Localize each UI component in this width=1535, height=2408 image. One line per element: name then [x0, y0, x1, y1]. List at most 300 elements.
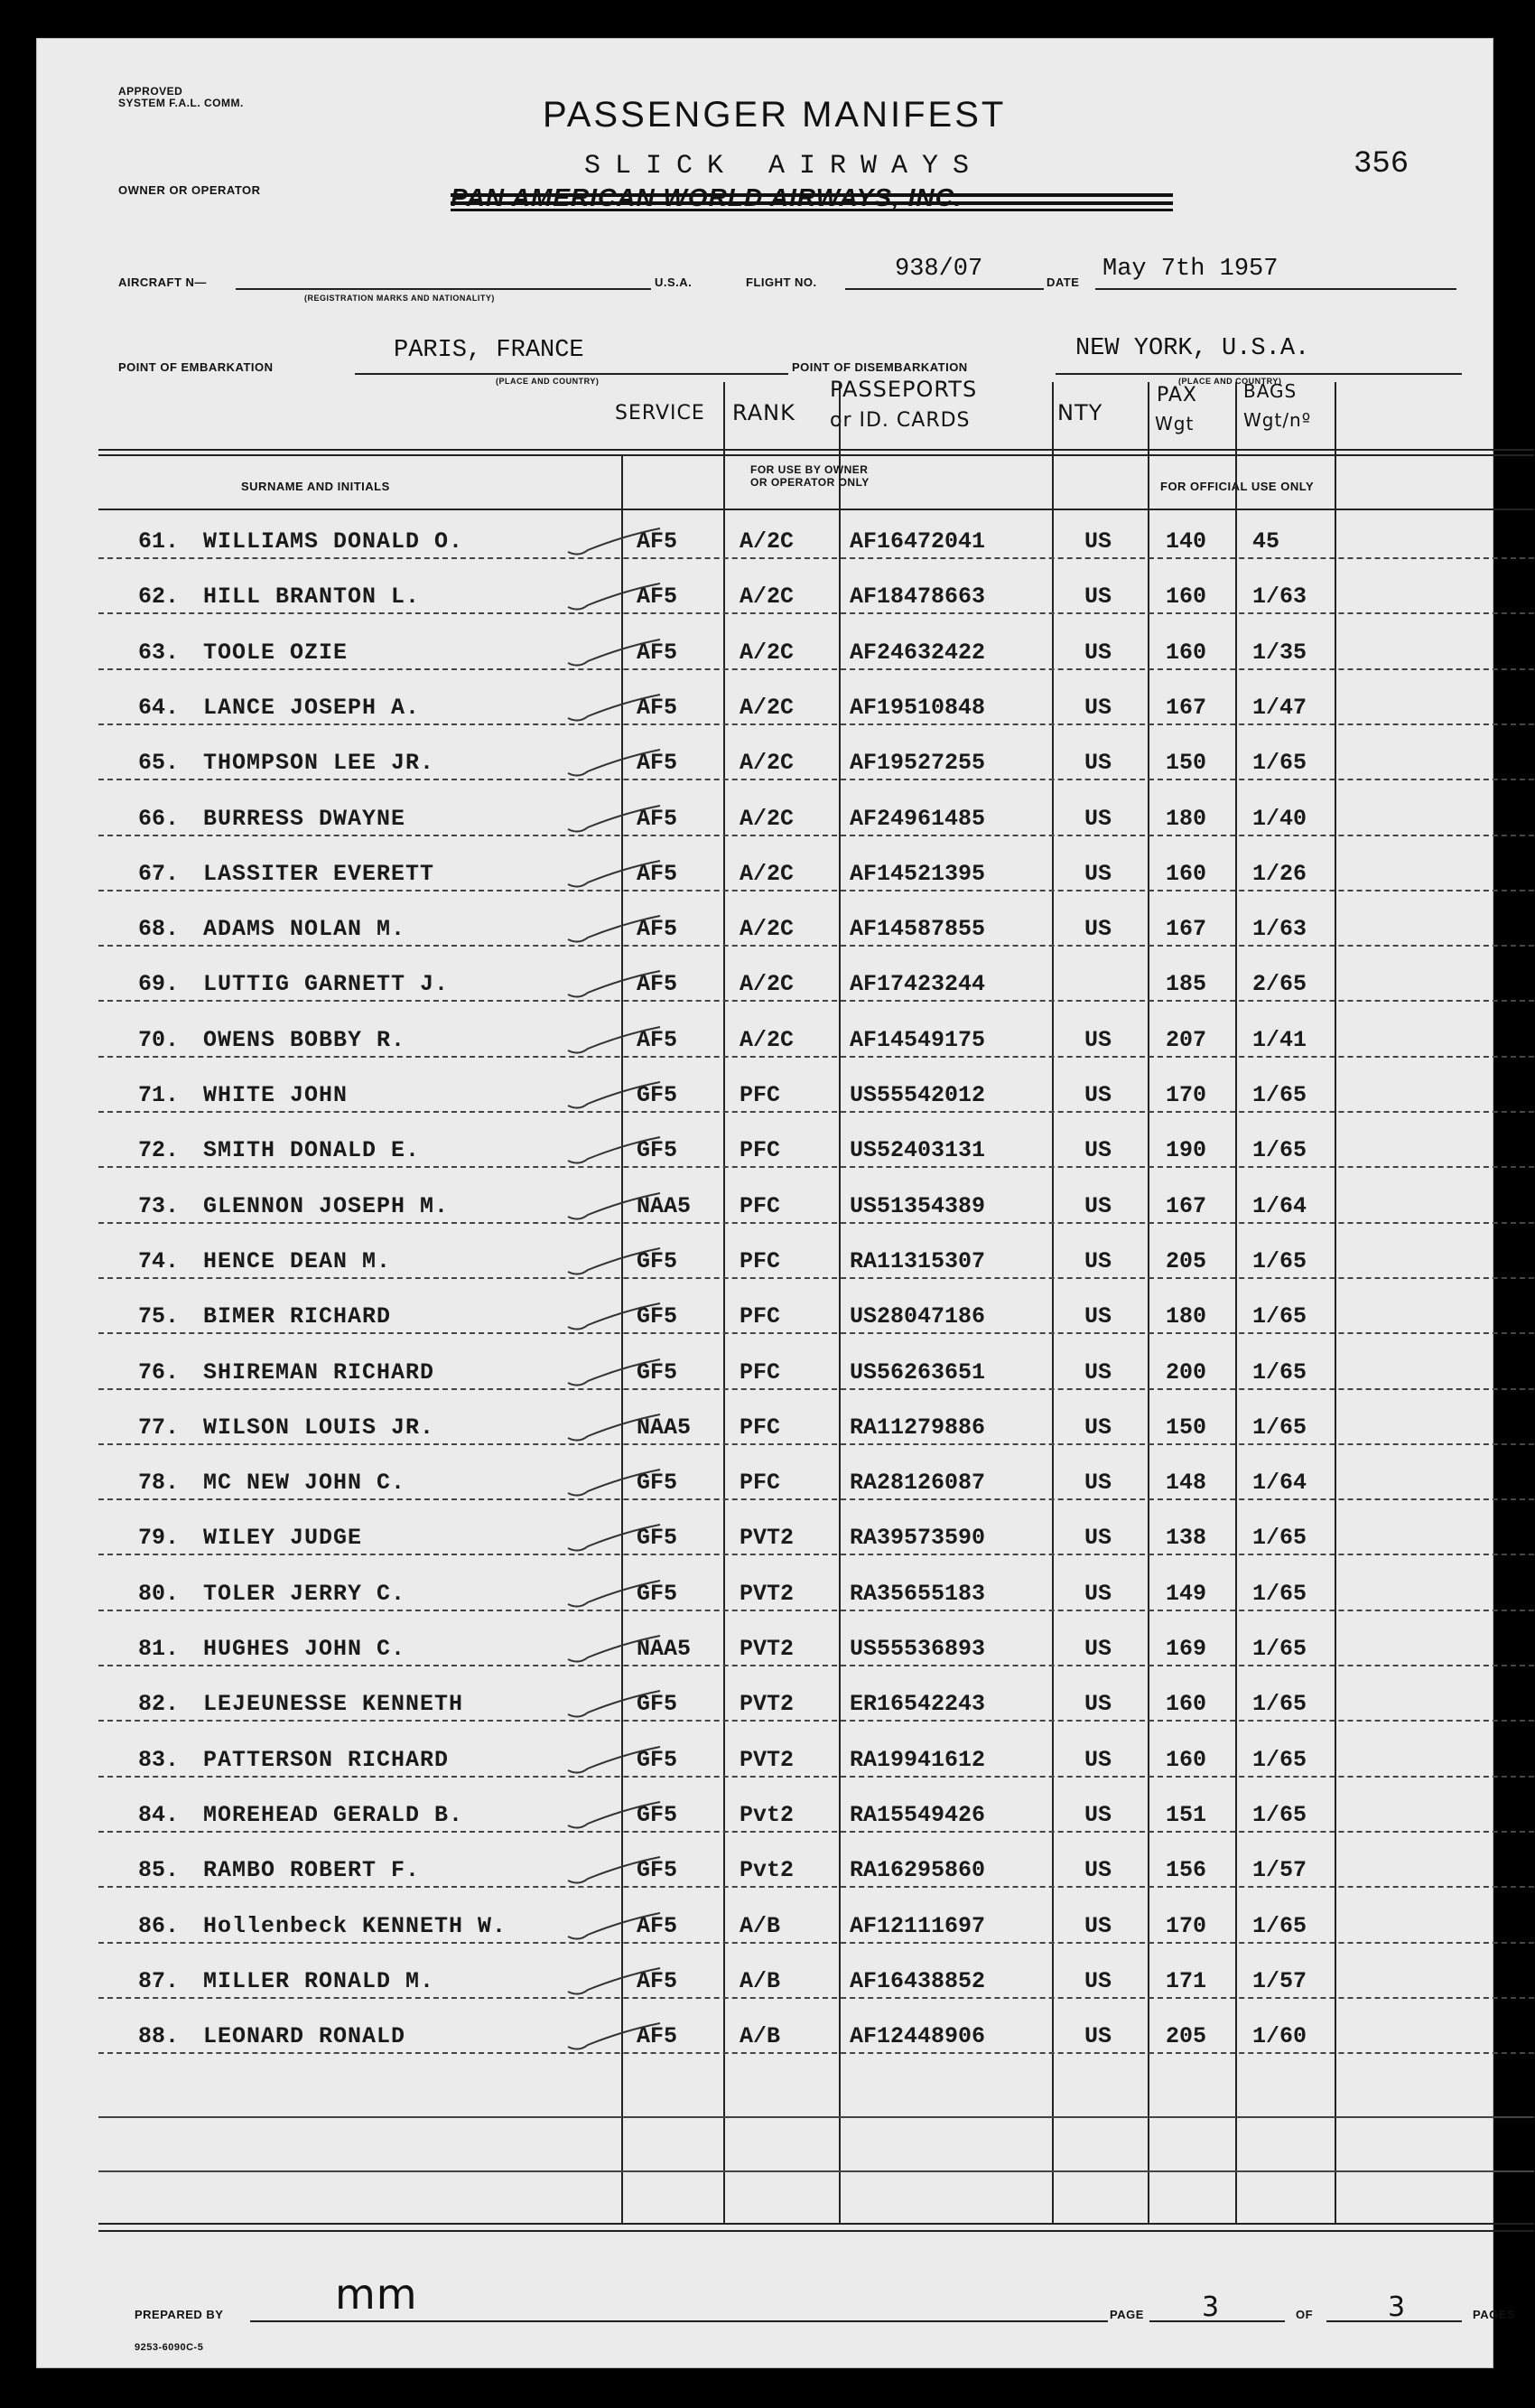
cell-bags: 1/65 — [1252, 750, 1307, 777]
cell-no: 64. — [138, 694, 180, 721]
row-underline — [98, 1720, 1534, 1722]
row-underline — [98, 557, 1534, 559]
cell-rank: A/2C — [740, 916, 795, 943]
row-underline — [98, 1000, 1534, 1002]
cell-bags: 1/64 — [1252, 1470, 1307, 1497]
cell-nty: US — [1084, 1746, 1112, 1773]
cell-service: GF5 — [637, 1691, 678, 1718]
cell-name: Hollenbeck KENNETH W. — [203, 1912, 507, 1939]
col-nationality: NTY — [1057, 400, 1103, 425]
cell-bags: 1/65 — [1252, 1414, 1307, 1441]
cell-nty: US — [1084, 1082, 1112, 1108]
cell-rank: A/2C — [740, 1026, 795, 1053]
page-label: PAGE — [1110, 2308, 1144, 2321]
cell-bags: 1/35 — [1252, 639, 1307, 666]
cell-nty: US — [1084, 639, 1112, 666]
row-underline — [98, 1388, 1534, 1390]
cell-pax: 170 — [1166, 1912, 1207, 1939]
check-mark-icon — [561, 1191, 669, 1227]
struck-airline — [451, 182, 1173, 218]
cell-pax: 160 — [1166, 1746, 1207, 1773]
cell-no: 78. — [138, 1470, 180, 1497]
cell-name: HUGHES JOHN C. — [203, 1636, 406, 1662]
place-country-note-2: (PLACE AND COUNTRY) — [1178, 377, 1282, 386]
cell-bags: 1/65 — [1252, 1137, 1307, 1164]
cell-name: LANCE JOSEPH A. — [203, 694, 421, 721]
check-mark-icon — [561, 804, 669, 840]
cell-id: ER16542243 — [850, 1691, 986, 1718]
cell-nty: US — [1084, 1580, 1112, 1607]
cell-bags: 1/65 — [1252, 1580, 1307, 1607]
cell-bags: 1/40 — [1252, 805, 1307, 832]
flight-date: May 7th 1957 — [1102, 256, 1279, 283]
cell-pax: 150 — [1166, 750, 1207, 777]
cell-name: LEJEUNESSE KENNETH — [203, 1691, 464, 1718]
row-underline — [98, 1166, 1534, 1168]
cell-pax: 207 — [1166, 1026, 1207, 1053]
cell-nty: US — [1084, 1636, 1112, 1662]
cell-service: GF5 — [637, 1082, 678, 1108]
cell-name: BURRESS DWAYNE — [203, 805, 406, 832]
cell-service: GF5 — [637, 1137, 678, 1164]
cell-rank: PFC — [740, 1247, 781, 1274]
cell-service: NAA5 — [637, 1636, 692, 1662]
cell-no: 70. — [138, 1026, 180, 1053]
cell-service: AF5 — [637, 583, 678, 611]
cell-bags: 1/63 — [1252, 583, 1307, 611]
check-mark-icon — [561, 527, 669, 563]
cell-no: 67. — [138, 860, 180, 887]
cell-name: HENCE DEAN M. — [203, 1247, 392, 1274]
approval-text: APPROVED — [118, 85, 183, 98]
col-service: SERVICE — [615, 402, 705, 425]
form-code: 9253-6090C-5 — [135, 2342, 204, 2353]
cell-service: AF5 — [637, 750, 678, 777]
disembarkation-label: POINT OF DISEMBARKATION — [792, 360, 968, 374]
cell-service: NAA5 — [637, 1192, 692, 1219]
row-underline — [98, 1111, 1534, 1113]
cell-pax: 149 — [1166, 1580, 1207, 1607]
cell-id: AF24632422 — [850, 639, 986, 666]
cell-nty: US — [1084, 860, 1112, 887]
cell-pax: 190 — [1166, 1137, 1207, 1164]
disembarkation-point: NEW YORK, U.S.A. — [1075, 335, 1310, 362]
cell-pax: 160 — [1166, 1691, 1207, 1718]
cell-rank: PVT2 — [740, 1580, 795, 1607]
cell-no: 86. — [138, 1912, 180, 1939]
cell-nty: US — [1084, 805, 1112, 832]
cell-nty: US — [1084, 1137, 1112, 1164]
row-underline — [98, 835, 1534, 836]
row-underline — [98, 1831, 1534, 1833]
cell-id: US28047186 — [850, 1303, 986, 1330]
row-underline — [98, 1554, 1534, 1555]
check-mark-icon — [561, 1911, 669, 1947]
cell-pax: 156 — [1166, 1857, 1207, 1884]
check-mark-icon — [561, 1523, 669, 1559]
struck-airline-text: PAN AMERICAN WORLD AIRWAYS, INC. — [451, 183, 963, 211]
cell-rank: Pvt2 — [740, 1857, 795, 1884]
cell-no: 84. — [138, 1801, 180, 1828]
airline-name: SLICK AIRWAYS — [584, 151, 984, 182]
cell-rank: A/2C — [740, 750, 795, 777]
cell-id: RA28126087 — [850, 1470, 986, 1497]
cell-pax: 171 — [1166, 1967, 1207, 1994]
row-underline — [98, 612, 1534, 614]
surname-label: SURNAME AND INITIALS — [241, 480, 390, 493]
cell-no: 88. — [138, 2023, 180, 2050]
cell-pax: 150 — [1166, 1414, 1207, 1441]
cell-rank: PFC — [740, 1192, 781, 1219]
cell-pax: 185 — [1166, 971, 1207, 998]
check-mark-icon — [561, 914, 669, 950]
cell-name: WHITE JOHN — [203, 1082, 349, 1108]
cell-service: AF5 — [637, 1967, 678, 1994]
cell-no: 76. — [138, 1358, 180, 1386]
cell-rank: Pvt2 — [740, 1801, 795, 1828]
cell-service: GF5 — [637, 1247, 678, 1274]
row-underline — [98, 890, 1534, 891]
cell-name: WILLIAMS DONALD O. — [203, 528, 464, 555]
cell-bags: 1/65 — [1252, 1636, 1307, 1662]
cell-service: AF5 — [637, 1026, 678, 1053]
cell-id: AF19510848 — [850, 694, 986, 721]
cell-service: AF5 — [637, 805, 678, 832]
cell-id: RA39573590 — [850, 1525, 986, 1552]
cell-rank: PFC — [740, 1358, 781, 1386]
manifest-paper — [36, 38, 1516, 2368]
col-passports-2: or ID. CARDS — [830, 409, 971, 432]
check-mark-icon — [561, 1413, 669, 1449]
cell-pax: 160 — [1166, 583, 1207, 611]
cell-bags: 1/57 — [1252, 1857, 1307, 1884]
cell-rank: A/B — [740, 2023, 781, 2050]
check-mark-icon — [561, 1246, 669, 1283]
cell-service: GF5 — [637, 1470, 678, 1497]
cell-id: RA16295860 — [850, 1857, 986, 1884]
cell-rank: PVT2 — [740, 1746, 795, 1773]
cell-name: GLENNON JOSEPH M. — [203, 1192, 450, 1219]
cell-service: GF5 — [637, 1580, 678, 1607]
cell-bags: 1/41 — [1252, 1026, 1307, 1053]
check-mark-icon — [561, 638, 669, 674]
cell-id: AF19527255 — [850, 750, 986, 777]
check-mark-icon — [561, 582, 669, 618]
row-underline — [98, 1443, 1534, 1445]
cell-no: 80. — [138, 1580, 180, 1607]
cell-nty: US — [1084, 1414, 1112, 1441]
cell-rank: PVT2 — [740, 1691, 795, 1718]
cell-rank: A/2C — [740, 971, 795, 998]
cell-id: RA11279886 — [850, 1414, 986, 1441]
check-mark-icon — [561, 1745, 669, 1781]
usa-label: U.S.A. — [655, 275, 693, 289]
cell-service: GF5 — [637, 1303, 678, 1330]
cell-name: MC NEW JOHN C. — [203, 1470, 406, 1497]
cell-no: 65. — [138, 750, 180, 777]
cell-service: AF5 — [637, 639, 678, 666]
cell-name: TOOLE OZIE — [203, 639, 349, 666]
cell-id: US55536893 — [850, 1636, 986, 1662]
cell-nty: US — [1084, 528, 1112, 555]
cell-id: US51354389 — [850, 1192, 986, 1219]
cell-rank: PFC — [740, 1303, 781, 1330]
cell-bags: 1/65 — [1252, 1247, 1307, 1274]
cell-rank: A/2C — [740, 528, 795, 555]
cell-bags: 1/65 — [1252, 1746, 1307, 1773]
cell-bags: 1/65 — [1252, 1082, 1307, 1108]
cell-pax: 160 — [1166, 639, 1207, 666]
cell-bags: 1/47 — [1252, 694, 1307, 721]
embarkation-label: POINT OF EMBARKATION — [118, 360, 274, 374]
cell-service: GF5 — [637, 1358, 678, 1386]
cell-pax: 167 — [1166, 1192, 1207, 1219]
pages-label: PAGES — [1473, 2308, 1516, 2321]
cell-service: AF5 — [637, 694, 678, 721]
cell-no: 75. — [138, 1303, 180, 1330]
cell-name: PATTERSON RICHARD — [203, 1746, 450, 1773]
cell-id: AF14587855 — [850, 916, 986, 943]
cell-no: 63. — [138, 639, 180, 666]
col-bags: BAGS — [1243, 380, 1298, 402]
cell-no: 74. — [138, 1247, 180, 1274]
row-underline — [98, 2052, 1534, 2054]
check-mark-icon — [561, 1689, 669, 1725]
cell-no: 66. — [138, 805, 180, 832]
cell-nty: US — [1084, 1303, 1112, 1330]
approval-stamp — [118, 86, 244, 109]
cell-no: 73. — [138, 1192, 180, 1219]
cell-bags: 1/60 — [1252, 2023, 1307, 2050]
cell-name: SMITH DONALD E. — [203, 1137, 421, 1164]
cell-id: AF16438852 — [850, 1967, 986, 1994]
cell-nty: US — [1084, 1967, 1112, 1994]
cell-pax: 200 — [1166, 1358, 1207, 1386]
cell-bags: 1/65 — [1252, 1801, 1307, 1828]
row-underline — [98, 1665, 1534, 1666]
cell-id: AF17423244 — [850, 971, 986, 998]
cell-rank: A/2C — [740, 805, 795, 832]
check-mark-icon — [561, 1966, 669, 2002]
check-mark-icon — [561, 1579, 669, 1615]
check-mark-icon — [561, 859, 669, 895]
row-underline — [98, 1277, 1534, 1279]
cell-service: AF5 — [637, 528, 678, 555]
cell-pax: 167 — [1166, 694, 1207, 721]
cell-id: AF16472041 — [850, 528, 986, 555]
cell-nty: US — [1084, 1247, 1112, 1274]
cell-name: WILSON LOUIS JR. — [203, 1414, 435, 1441]
col-pax: PAX — [1157, 384, 1197, 406]
check-mark-icon — [561, 1025, 669, 1061]
row-underline — [98, 723, 1534, 725]
cell-nty: US — [1084, 1358, 1112, 1386]
approval-sub-text: SYSTEM F.A.L. COMM. — [118, 97, 244, 109]
cell-pax: 169 — [1166, 1636, 1207, 1662]
cell-id: AF12111697 — [850, 1912, 986, 1939]
row-underline — [98, 1942, 1534, 1944]
cell-bags: 1/57 — [1252, 1967, 1307, 1994]
cell-name: LASSITER EVERETT — [203, 860, 435, 887]
place-country-note: (PLACE AND COUNTRY) — [496, 377, 600, 386]
cell-bags: 1/26 — [1252, 860, 1307, 887]
row-underline — [98, 1886, 1534, 1888]
page-number: 3 — [1202, 2291, 1221, 2323]
cell-nty: US — [1084, 1801, 1112, 1828]
row-underline — [98, 1498, 1534, 1500]
check-mark-icon — [561, 1800, 669, 1836]
cell-name: TOLER JERRY C. — [203, 1580, 406, 1607]
cell-bags: 2/65 — [1252, 971, 1307, 998]
cell-no: 81. — [138, 1636, 180, 1662]
check-mark-icon — [561, 748, 669, 784]
cell-no: 69. — [138, 971, 180, 998]
row-underline — [98, 779, 1534, 780]
cell-no: 77. — [138, 1414, 180, 1441]
cell-bags: 1/65 — [1252, 1912, 1307, 1939]
cell-rank: PFC — [740, 1414, 781, 1441]
cell-service: GF5 — [637, 1857, 678, 1884]
cell-rank: A/B — [740, 1912, 781, 1939]
cell-no: 68. — [138, 916, 180, 943]
cell-service: GF5 — [637, 1525, 678, 1552]
cell-service: AF5 — [637, 1912, 678, 1939]
check-mark-icon — [561, 1468, 669, 1504]
cell-rank: A/B — [740, 1967, 781, 1994]
check-mark-icon — [561, 1855, 669, 1891]
cell-rank: A/2C — [740, 583, 795, 611]
cell-pax: 170 — [1166, 1082, 1207, 1108]
cell-nty: US — [1084, 1026, 1112, 1053]
owner-use-label: FOR USE BY OWNER — [750, 463, 869, 476]
check-mark-icon — [561, 1080, 669, 1116]
cell-no: 82. — [138, 1691, 180, 1718]
cell-id: AF24961485 — [850, 805, 986, 832]
cell-pax: 151 — [1166, 1801, 1207, 1828]
cell-pax: 205 — [1166, 1247, 1207, 1274]
cell-nty: US — [1084, 1857, 1112, 1884]
cell-no: 71. — [138, 1082, 180, 1108]
cell-name: LEONARD RONALD — [203, 2023, 406, 2050]
cell-service: AF5 — [637, 916, 678, 943]
cell-name: ADAMS NOLAN M. — [203, 916, 406, 943]
cell-id: RA19941612 — [850, 1746, 986, 1773]
check-mark-icon — [561, 1135, 669, 1171]
col-bags-2: Wgt/nº — [1243, 409, 1312, 431]
cell-id: RA35655183 — [850, 1580, 986, 1607]
cell-nty: US — [1084, 1525, 1112, 1552]
cell-nty: US — [1084, 750, 1112, 777]
cell-nty: US — [1084, 916, 1112, 943]
cell-id: RA11315307 — [850, 1247, 986, 1274]
cell-no: 79. — [138, 1525, 180, 1552]
check-mark-icon — [561, 1358, 669, 1394]
cell-rank: A/2C — [740, 860, 795, 887]
row-underline — [98, 668, 1534, 670]
cell-service: AF5 — [637, 860, 678, 887]
cell-bags: 1/64 — [1252, 1192, 1307, 1219]
cell-rank: PVT2 — [740, 1636, 795, 1662]
cell-nty: US — [1084, 1470, 1112, 1497]
cell-service: GF5 — [637, 1746, 678, 1773]
check-mark-icon — [561, 1634, 669, 1670]
cell-bags: 1/65 — [1252, 1303, 1307, 1330]
row-underline — [98, 945, 1534, 947]
col-passports: PASSEPORTS — [830, 377, 978, 402]
cell-id: RA15549426 — [850, 1801, 986, 1828]
cell-id: AF12448906 — [850, 2023, 986, 2050]
form-title: PASSENGER MANIFEST — [543, 95, 1007, 135]
cell-no: 61. — [138, 528, 180, 555]
official-use-label: FOR OFFICIAL USE ONLY — [1160, 480, 1315, 493]
cell-id: AF18478663 — [850, 583, 986, 611]
cell-rank: PFC — [740, 1082, 781, 1108]
registration-note: (REGISTRATION MARKS AND NATIONALITY) — [304, 294, 495, 303]
cell-name: HILL BRANTON L. — [203, 583, 421, 611]
cell-name: OWENS BOBBY R. — [203, 1026, 406, 1053]
cell-id: US55542012 — [850, 1082, 986, 1108]
cell-no: 83. — [138, 1746, 180, 1773]
cell-service: NAA5 — [637, 1414, 692, 1441]
cell-pax: 138 — [1166, 1525, 1207, 1552]
aircraft-label: AIRCRAFT N— — [118, 275, 207, 289]
check-mark-icon — [561, 1302, 669, 1338]
cell-pax: 167 — [1166, 916, 1207, 943]
prepared-by-label: PREPARED BY — [135, 2308, 224, 2321]
cell-name: THOMPSON LEE JR. — [203, 750, 435, 777]
row-underline — [98, 1222, 1534, 1224]
cell-bags: 1/63 — [1252, 916, 1307, 943]
row-underline — [98, 1056, 1534, 1058]
cell-pax: 180 — [1166, 805, 1207, 832]
check-mark-icon — [561, 969, 669, 1005]
row-underline — [98, 1776, 1534, 1778]
cell-nty: US — [1084, 1912, 1112, 1939]
cell-name: WILEY JUDGE — [203, 1525, 363, 1552]
cell-id: US52403131 — [850, 1137, 986, 1164]
prepared-by-signature: mm — [335, 2270, 418, 2319]
cell-nty: US — [1084, 1192, 1112, 1219]
cell-pax: 148 — [1166, 1470, 1207, 1497]
date-label: DATE — [1047, 275, 1080, 289]
cell-no: 87. — [138, 1967, 180, 1994]
cell-name: BIMER RICHARD — [203, 1303, 392, 1330]
row-underline — [98, 1997, 1534, 1999]
cell-pax: 140 — [1166, 528, 1207, 555]
of-label: OF — [1296, 2308, 1314, 2321]
check-mark-icon — [561, 693, 669, 729]
cell-id: AF14549175 — [850, 1026, 986, 1053]
owner-use-label-2: OR OPERATOR ONLY — [750, 476, 870, 489]
cell-bags: 1/65 — [1252, 1691, 1307, 1718]
cell-rank: A/2C — [740, 639, 795, 666]
cell-rank: PFC — [740, 1137, 781, 1164]
row-underline — [98, 1610, 1534, 1611]
flight-number: 938/07 — [895, 256, 983, 283]
cell-service: AF5 — [637, 971, 678, 998]
cell-id: AF14521395 — [850, 860, 986, 887]
cell-bags: 1/65 — [1252, 1525, 1307, 1552]
cell-id: US56263651 — [850, 1358, 986, 1386]
cell-rank: PVT2 — [740, 1525, 795, 1552]
cell-rank: PFC — [740, 1470, 781, 1497]
cell-nty: US — [1084, 583, 1112, 611]
cell-nty: US — [1084, 1691, 1112, 1718]
embarkation-point: PARIS, FRANCE — [394, 337, 584, 364]
cell-rank: A/2C — [740, 694, 795, 721]
cell-service: GF5 — [637, 1801, 678, 1828]
cell-no: 72. — [138, 1137, 180, 1164]
